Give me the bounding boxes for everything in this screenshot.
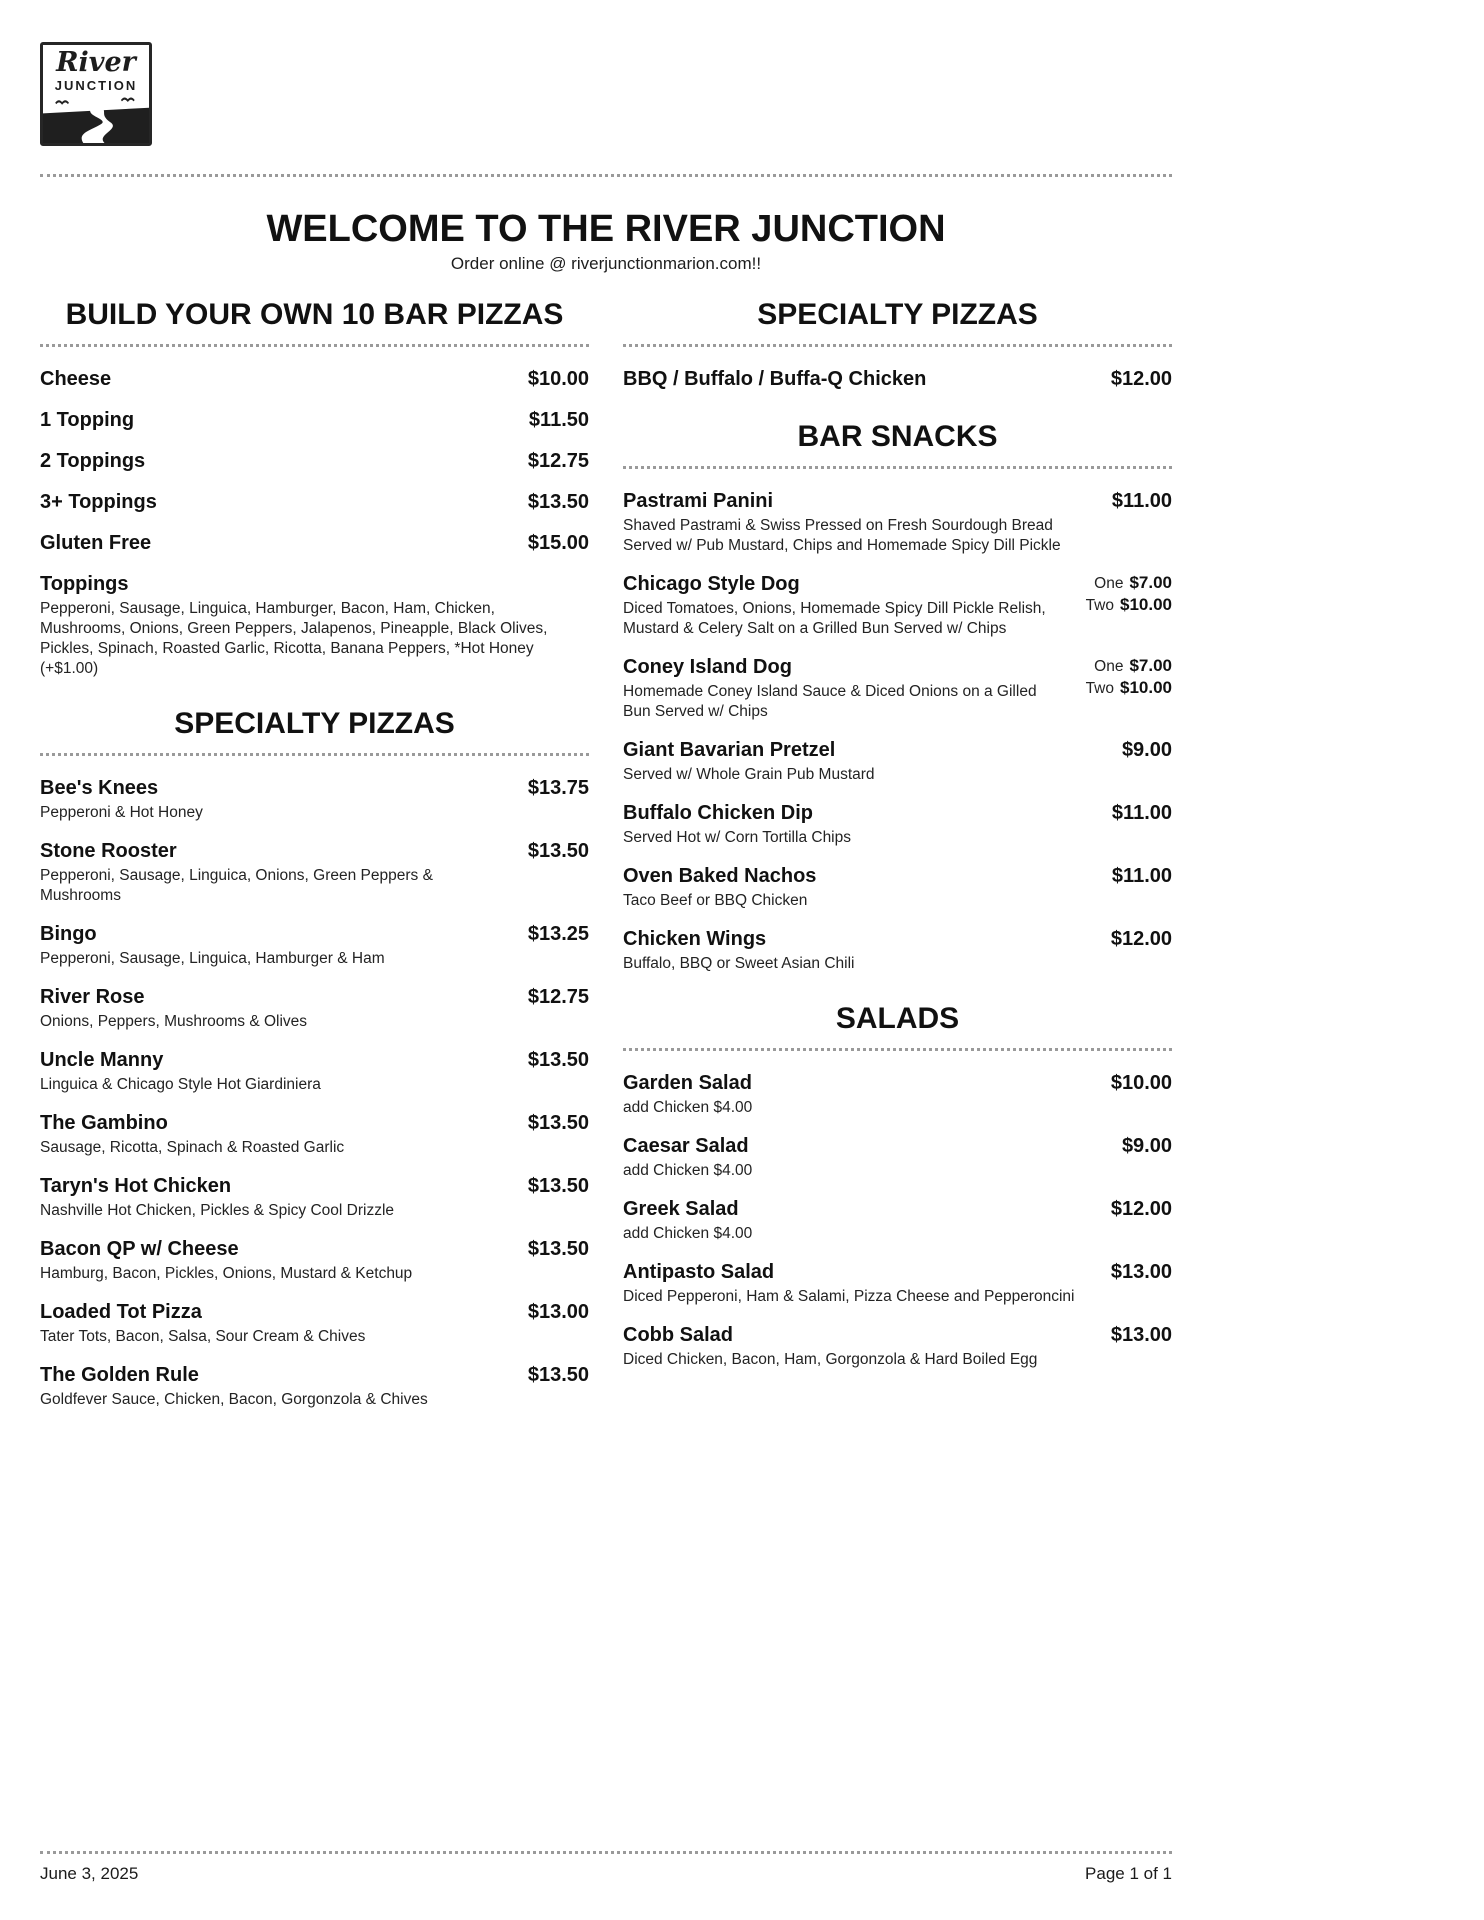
menu-item (40, 1174, 589, 1221)
menu-section (40, 296, 589, 679)
item-price-column (1112, 801, 1172, 826)
item-price: $9.00 (1121, 739, 1172, 761)
menu-item (623, 1260, 1172, 1307)
price-option (1086, 572, 1172, 594)
item-name: Chicago Style Dog (623, 573, 800, 595)
menu-section (623, 1000, 1172, 1370)
section-heading: SALADS (835, 1002, 960, 1035)
item-price-column (528, 1363, 589, 1388)
page-title: WELCOME TO THE RIVER JUNCTION (266, 208, 946, 250)
item-price-column (528, 839, 589, 864)
item-price-column (1112, 489, 1172, 514)
item-description: Pepperoni & Hot Honey (40, 804, 203, 821)
item-price: $13.75 (527, 777, 589, 799)
item-name: Antipasto Salad (623, 1261, 775, 1283)
menu-item (623, 489, 1172, 556)
menu-item (623, 1134, 1172, 1181)
item-price-column (1111, 367, 1172, 392)
menu-column-right (623, 296, 1172, 1426)
item-description: Taco Beef or BBQ Chicken (623, 892, 808, 909)
item-price: $12.00 (1110, 368, 1172, 390)
footer-page-number: Page 1 of 1 (1085, 1864, 1172, 1883)
item-price: $11.00 (1111, 865, 1172, 887)
item-name: Bee's Knees (40, 777, 159, 799)
item-description: Buffalo, BBQ or Sweet Asian Chili (623, 955, 855, 972)
item-price: $12.75 (527, 986, 589, 1008)
menu-columns (40, 296, 1172, 1426)
item-description: Served w/ Whole Grain Pub Mustard (623, 766, 875, 783)
menu-item (40, 1111, 589, 1158)
item-name: Bacon QP w/ Cheese (40, 1238, 239, 1260)
item-price-column (1112, 864, 1172, 889)
item-price: $7.00 (1129, 573, 1172, 592)
price-qty-label: One (1094, 575, 1124, 592)
item-price-column (1122, 1134, 1172, 1159)
item-name: Cheese (40, 368, 112, 390)
item-name: BBQ / Buffalo / Buffa-Q Chicken (623, 368, 927, 390)
item-price-column (528, 449, 589, 474)
item-price-column (528, 1300, 589, 1325)
item-price: $10.00 (1120, 678, 1172, 697)
menu-item (40, 1363, 589, 1410)
item-price: $10.00 (1120, 595, 1172, 614)
menu-section (623, 296, 1172, 392)
item-price: $10.00 (527, 368, 589, 390)
item-price: $15.00 (527, 532, 589, 554)
menu-item (623, 655, 1172, 722)
logo-script-text: River (56, 47, 136, 78)
item-price: $13.00 (1110, 1261, 1172, 1283)
item-price: $13.50 (527, 1175, 589, 1197)
menu-item (40, 572, 589, 679)
order-online-subtitle: Order online @ riverjunctionmarion.com!! (450, 254, 762, 273)
item-price-column (528, 1111, 589, 1136)
item-price: $13.50 (527, 1112, 589, 1134)
item-description: Goldfever Sauce, Chicken, Bacon, Gorgonzola & Chives (40, 1391, 428, 1408)
menu-section (40, 705, 589, 1410)
item-price: $13.00 (527, 1301, 589, 1323)
item-description: Nashville Hot Chicken, Pickles & Spicy Cool Drizzle (40, 1202, 395, 1219)
item-name: The Gambino (40, 1112, 168, 1134)
item-price: $11.00 (1111, 490, 1172, 512)
item-name: Taryn's Hot Chicken (40, 1175, 232, 1197)
item-name: 1 Topping (40, 409, 135, 431)
item-description: Diced Tomatoes, Onions, Homemade Spicy Dill Pickle Relish, Mustard & Celery Salt on a Grilled Bun Served w/ Chips (623, 600, 1046, 637)
item-price: $13.50 (527, 840, 589, 862)
menu-item (40, 776, 589, 823)
item-price-column (528, 1237, 589, 1262)
item-name: The Golden Rule (40, 1364, 199, 1386)
menu-item (40, 839, 589, 906)
river-graphic-icon (43, 95, 149, 143)
menu-content (40, 42, 1172, 1426)
item-price-column (1111, 1197, 1172, 1222)
item-name: Coney Island Dog (623, 656, 792, 678)
menu-column-left (40, 296, 589, 1426)
page-footer (40, 1851, 1172, 1884)
section-heading: BUILD YOUR OWN 10 BAR PIZZAS (65, 298, 564, 331)
item-name: 3+ Toppings (40, 491, 157, 513)
footer-date: June 3, 2025 (40, 1864, 139, 1883)
item-price: $13.50 (527, 1049, 589, 1071)
section-divider (623, 1048, 1172, 1051)
footer-divider (40, 1851, 1172, 1854)
item-price-column (528, 1174, 589, 1199)
item-price-column (528, 490, 589, 515)
price-qty-label: Two (1085, 680, 1114, 697)
menu-item (623, 927, 1172, 974)
price-option (1086, 594, 1172, 616)
menu-section (623, 418, 1172, 974)
item-description: Pepperoni, Sausage, Linguica, Onions, Green Peppers & Mushrooms (40, 867, 433, 904)
item-description: Linguica & Chicago Style Hot Giardiniera (40, 1076, 321, 1093)
menu-item (40, 1048, 589, 1095)
section-heading: SPECIALTY PIZZAS (757, 298, 1038, 331)
menu-item (623, 1071, 1172, 1118)
item-description: Pepperoni, Sausage, Linguica, Hamburger, Bacon, Ham, Chicken, Mushrooms, Onions, Green Peppers, Jalapenos, Pineapple, Black Olives, Pickles, Spinach, Roasted Garlic, Ricotta, Banana Peppers, *Hot Honey (+$1.00) (40, 600, 548, 677)
item-price: $12.00 (1110, 928, 1172, 950)
menu-item (40, 367, 589, 392)
item-price-column (1122, 738, 1172, 763)
item-price-column (528, 1048, 589, 1073)
menu-item (623, 738, 1172, 785)
item-name: Stone Rooster (40, 840, 177, 862)
section-heading: SPECIALTY PIZZAS (174, 707, 455, 740)
header-divider (40, 174, 1172, 177)
item-name: Pastrami Panini (623, 490, 774, 512)
item-description: add Chicken $4.00 (623, 1162, 753, 1179)
item-name: Bingo (40, 923, 97, 945)
item-description: Tater Tots, Bacon, Salsa, Sour Cream & Chives (40, 1328, 366, 1345)
menu-item (623, 1323, 1172, 1370)
item-name: Giant Bavarian Pretzel (623, 739, 836, 761)
item-description: Diced Chicken, Bacon, Ham, Gorgonzola & Hard Boiled Egg (623, 1351, 1038, 1368)
section-divider (40, 344, 589, 347)
item-price: $13.50 (527, 491, 589, 513)
item-price: $13.00 (1110, 1324, 1172, 1346)
item-price-column (1111, 1260, 1172, 1285)
item-price: $12.00 (1110, 1198, 1172, 1220)
item-description: Diced Pepperoni, Ham & Salami, Pizza Cheese and Pepperoncini (623, 1288, 1075, 1305)
item-price-column (528, 922, 589, 947)
menu-item (40, 490, 589, 515)
item-name: Loaded Tot Pizza (40, 1301, 202, 1323)
item-description: Served Hot w/ Corn Tortilla Chips (623, 829, 851, 846)
item-price-column (1111, 1323, 1172, 1348)
item-price: $13.25 (527, 923, 589, 945)
item-price: $13.50 (527, 1364, 589, 1386)
item-price: $13.50 (527, 1238, 589, 1260)
item-name: Oven Baked Nachos (623, 865, 817, 887)
item-price: $11.50 (528, 409, 589, 431)
item-name: River Rose (40, 986, 145, 1008)
item-price-column (1111, 927, 1172, 952)
restaurant-logo (40, 42, 152, 146)
item-name: Toppings (40, 573, 129, 595)
item-price-column (529, 408, 589, 433)
menu-item (623, 801, 1172, 848)
item-description: Hamburg, Bacon, Pickles, Onions, Mustard & Ketchup (40, 1265, 413, 1282)
item-name: Greek Salad (623, 1198, 739, 1220)
menu-item (623, 864, 1172, 911)
item-price: $12.75 (527, 450, 589, 472)
item-name: Buffalo Chicken Dip (623, 802, 814, 824)
menu-item (40, 408, 589, 433)
section-divider (623, 344, 1172, 347)
menu-item (40, 1237, 589, 1284)
item-price-column (1086, 572, 1172, 616)
item-name: Caesar Salad (623, 1135, 749, 1157)
price-qty-label: One (1094, 658, 1124, 675)
item-description: Pepperoni, Sausage, Linguica, Hamburger & Ham (40, 950, 385, 967)
menu-item (40, 449, 589, 474)
price-qty-label: Two (1085, 597, 1114, 614)
menu-item (40, 985, 589, 1032)
menu-item (40, 1300, 589, 1347)
item-name: Cobb Salad (623, 1324, 734, 1346)
item-name: Chicken Wings (623, 928, 767, 950)
item-price: $7.00 (1129, 656, 1172, 675)
menu-item (40, 531, 589, 556)
item-price-column (528, 985, 589, 1010)
item-price-column (1086, 655, 1172, 699)
item-description: Homemade Coney Island Sauce & Diced Onions on a Gilled Bun Served w/ Chips (623, 683, 1037, 720)
logo-caps-text: JUNCTION (54, 78, 138, 93)
section-heading: BAR SNACKS (797, 420, 998, 453)
item-name: 2 Toppings (40, 450, 146, 472)
item-description: Sausage, Ricotta, Spinach & Roasted Garlic (40, 1139, 345, 1156)
item-price: $11.00 (1111, 802, 1172, 824)
menu-item (623, 1197, 1172, 1244)
item-name: Uncle Manny (40, 1049, 164, 1071)
price-option (1086, 677, 1172, 699)
item-price-column (528, 367, 589, 392)
item-description: Onions, Peppers, Mushrooms & Olives (40, 1013, 308, 1030)
item-price-column (1111, 1071, 1172, 1096)
item-price-column (528, 776, 589, 801)
price-option (1086, 655, 1172, 677)
item-price-column (528, 531, 589, 556)
item-name: Garden Salad (623, 1072, 752, 1094)
section-divider (40, 753, 589, 756)
item-price: $9.00 (1121, 1135, 1172, 1157)
menu-item (623, 367, 1172, 392)
item-name: Gluten Free (40, 532, 152, 554)
menu-item (40, 922, 589, 969)
section-divider (623, 466, 1172, 469)
item-description: add Chicken $4.00 (623, 1099, 753, 1116)
item-price: $10.00 (1110, 1072, 1172, 1094)
item-description: Shaved Pastrami & Swiss Pressed on Fresh Sourdough Bread Served w/ Pub Mustard, Chips and Homemade Spicy Dill Pickle (623, 517, 1061, 554)
item-description: add Chicken $4.00 (623, 1225, 753, 1242)
menu-item (623, 572, 1172, 639)
